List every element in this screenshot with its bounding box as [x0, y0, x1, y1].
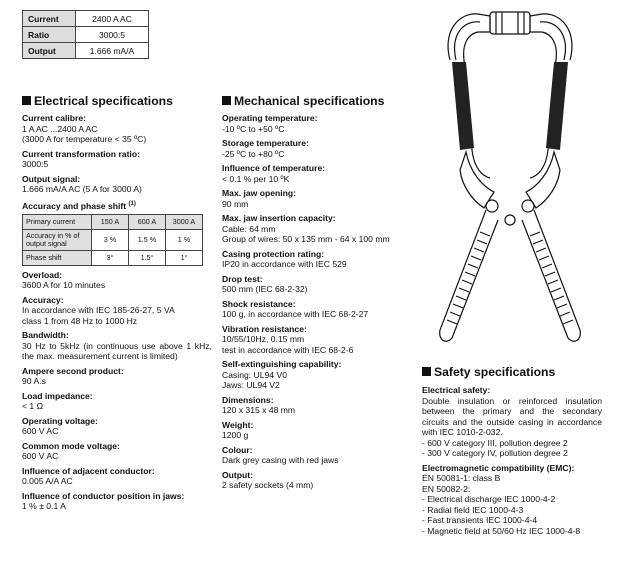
electrical-heading — [22, 94, 173, 108]
summary-table — [22, 10, 149, 59]
spec-value: class 1 from 48 Hz to 1000 Hz — [22, 315, 138, 326]
spec-value: 90 mm — [222, 198, 249, 209]
spec-value: - Radial field IEC 1000-4-3 — [422, 504, 524, 515]
spec-value: 3600 A for 10 minutes — [22, 280, 106, 291]
spec-value: Cable: 64 mm — [222, 223, 276, 234]
spec-label: Accuracy: — [22, 294, 64, 305]
spec-label: Bandwidth: — [22, 330, 69, 341]
spec-value: 500 mm (IEC 68-2-32) — [222, 284, 308, 294]
table-cell: Primary current — [23, 214, 92, 229]
spec-value: (3000 A for temperature < 35 ºC) — [22, 134, 147, 144]
table-cell: 1 % — [166, 229, 203, 250]
table-cell: 600 A — [129, 214, 166, 229]
table-row — [23, 214, 203, 229]
spec-value: - Magnetic field at 50/60 Hz IEC 1000-4-8 — [422, 525, 581, 536]
spec-label — [22, 199, 212, 211]
spec-label: Influence of adjacent conductor: — [22, 465, 155, 476]
spec-value: < 0.1 % per 10 ºK — [222, 173, 290, 184]
spec-label: Operating temperature: — [222, 113, 318, 123]
spec-value: 0.005 A/A AC — [22, 476, 73, 487]
table-cell: 1.5° — [129, 250, 166, 265]
spec-value: EN 50082-2: — [422, 483, 471, 494]
spec-value: Jaws: UL94 V2 — [222, 380, 280, 390]
safety-column — [422, 385, 602, 536]
spec-value: 30 Hz to 5kHz (in continuous use above 1 kHz, the max. measurement current is limited) — [22, 340, 212, 362]
section-square-icon — [422, 367, 431, 376]
spec-value: 600 V AC — [22, 426, 59, 437]
spec-label: Self-extinguishing capability: — [222, 359, 342, 369]
spec-value: EN 50081-1: class B — [422, 473, 501, 483]
summary-label: Output — [23, 43, 76, 59]
safety-heading — [422, 365, 555, 379]
spec-label: Ampere second product: — [22, 365, 124, 376]
spec-value: - 600 V category III, pollution degree 2 — [422, 437, 568, 448]
table-cell: Accuracy in % of output signal — [23, 229, 92, 250]
section-title: Mechanical specifications — [234, 94, 385, 108]
spec-label: Shock resistance: — [222, 298, 296, 309]
mechanical-column — [222, 113, 412, 491]
section-square-icon — [222, 96, 231, 105]
spec-value: - Electrical discharge IEC 1000-4-2 — [422, 494, 556, 504]
spec-label: Overload: — [22, 269, 63, 280]
spec-label: Colour: — [222, 444, 253, 455]
spec-value: - Fast transients IEC 1000-4-4 — [422, 515, 538, 525]
spec-label: Drop test: — [222, 273, 263, 284]
spec-label: Output: — [222, 469, 254, 480]
table-row — [23, 27, 149, 43]
footnote-mark: (1) — [128, 200, 136, 207]
spec-value: 120 x 315 x 48 mm — [222, 405, 296, 415]
spec-label: Max. jaw insertion capacity: — [222, 213, 336, 223]
spec-value: test in accordance with IEC 68-2-6 — [222, 344, 354, 355]
spec-value: - 300 V category IV, pollution degree 2 — [422, 448, 568, 458]
section-title: Electrical specifications — [34, 94, 173, 108]
spec-value: Double insulation or reinforced insulation between the primary and the secondary circuits and the outside casing in accordance with IEC 1010-2-032. — [422, 395, 602, 437]
spec-value: 100 g, in accordance with IEC 68-2-27 — [222, 309, 369, 319]
summary-label: Current — [23, 11, 76, 27]
table-cell: 1° — [166, 250, 203, 265]
spec-value: IP20 in accordance with IEC 529 — [222, 259, 347, 269]
accuracy-label-text: Accuracy and phase shift — [22, 200, 127, 211]
spec-value: Casing: UL94 V0 — [222, 369, 287, 380]
spec-label: Current calibre: — [22, 113, 86, 123]
summary-value: 1.666 mA/A — [76, 43, 149, 59]
accuracy-table — [22, 214, 203, 266]
spec-label: Influence of temperature: — [222, 163, 326, 173]
table-row — [23, 11, 149, 27]
spec-label: Dimensions: — [222, 394, 274, 405]
spec-value: 2 safety sockets (4 mm) — [222, 480, 314, 490]
spec-value: 10/55/10Hz, 0.15 mm — [222, 334, 305, 344]
spec-label: Output signal: — [22, 173, 81, 184]
table-cell: 3° — [92, 250, 129, 265]
spec-value: -25 ºC to +80 ºC — [222, 148, 285, 159]
summary-label: Ratio — [23, 27, 76, 43]
summary-value: 2400 A AC — [76, 11, 149, 27]
table-cell: Phase shift — [23, 250, 92, 265]
spec-label: Storage temperature: — [222, 138, 309, 148]
spec-label: Vibration resistance: — [222, 323, 307, 334]
section-square-icon — [22, 96, 31, 105]
electrical-column — [22, 113, 212, 512]
summary-value: 3000:5 — [76, 27, 149, 43]
spec-label: Load impedance: — [22, 390, 93, 401]
spec-value: -10 ºC to +50 ºC — [222, 123, 285, 134]
table-cell: 3000 A — [166, 214, 203, 229]
spec-value: 1 % ± 0.1 A — [22, 501, 66, 512]
spec-value: 3000:5 — [22, 159, 49, 169]
spec-label: Influence of conductor position in jaws: — [22, 490, 185, 501]
table-row — [23, 43, 149, 59]
spec-value: < 1 Ω — [22, 401, 43, 412]
spec-label: Casing protection rating: — [222, 248, 325, 259]
spec-value: In accordance with IEC 185-26-27, 5 VA — [22, 305, 175, 316]
table-cell: 150 A — [92, 214, 129, 229]
table-cell: 1.5 % — [129, 229, 166, 250]
spec-label: Operating voltage: — [22, 415, 98, 426]
spec-label: Max. jaw opening: — [222, 188, 297, 198]
spec-value: 90 A.s — [22, 376, 46, 387]
spec-value: 1 A AC ...2400 A AC — [22, 123, 98, 134]
spec-label: Weight: — [222, 419, 254, 430]
current-clamp-illustration — [420, 0, 600, 352]
table-cell: 3 % — [92, 229, 129, 250]
spec-label: Current transformation ratio: — [22, 148, 140, 159]
spec-value: 1200 g — [222, 430, 249, 440]
spec-value: 1.666 mA/A AC (5 A for 3000 A) — [22, 184, 142, 194]
spec-label: Electrical safety: — [422, 385, 491, 395]
table-row — [23, 229, 203, 250]
section-title: Safety specifications — [434, 365, 556, 379]
mechanical-heading — [222, 94, 384, 108]
spec-label: Common mode voltage: — [22, 440, 120, 451]
spec-label: Electromagnetic compatibility (EMC): — [422, 462, 575, 473]
spec-value: 600 V AC — [22, 451, 59, 462]
spec-value: Group of wires: 50 x 135 mm - 64 x 100 mm — [222, 234, 390, 244]
spec-value: Dark grey casing with red jaws — [222, 455, 339, 465]
table-row — [23, 250, 203, 265]
